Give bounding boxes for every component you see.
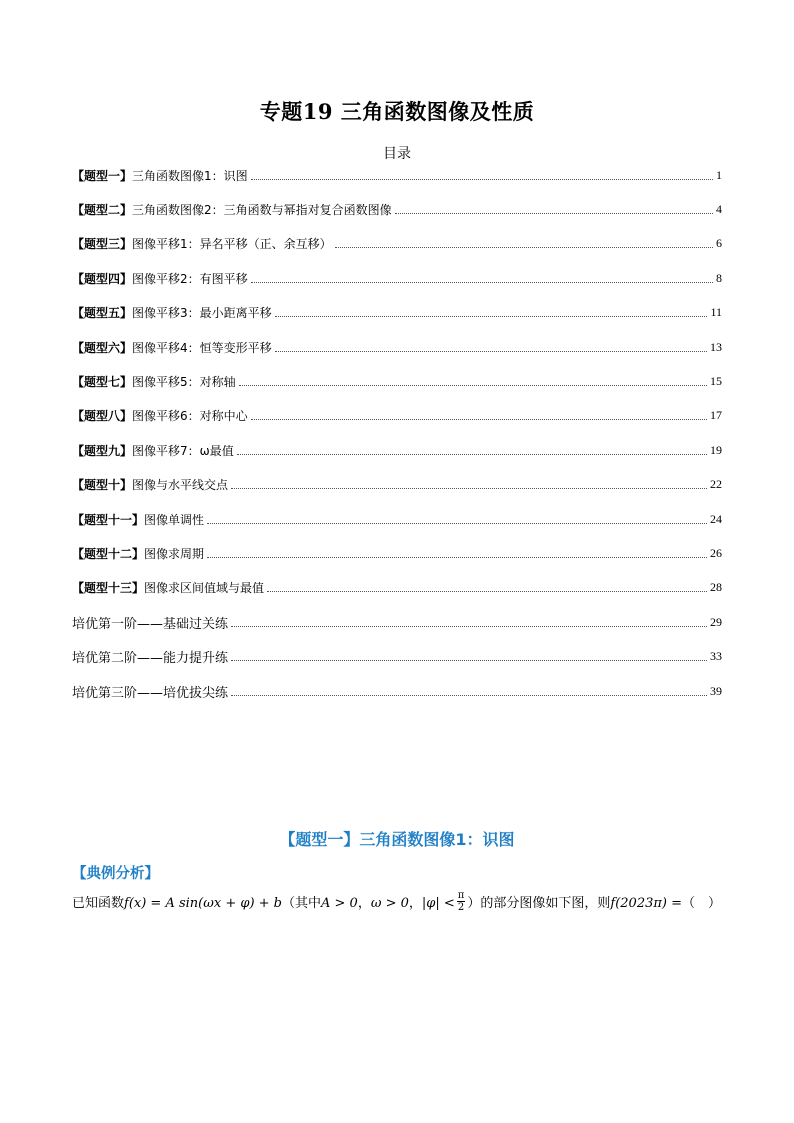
toc-leader-dots xyxy=(231,626,707,627)
toc-page-number: 11 xyxy=(710,305,722,320)
condition-phi: |φ| < xyxy=(421,896,455,911)
toc-page-number: 6 xyxy=(716,236,722,251)
toc-entry-tag: 【题型一】 xyxy=(72,168,133,183)
toc-entry-tag: 【题型十一】 xyxy=(72,512,145,527)
toc-entry-text: 图像平移4：恒等变形平移 xyxy=(132,340,272,355)
answer-blank: （ ） xyxy=(682,896,722,911)
toc-page-number: 22 xyxy=(710,477,722,492)
toc-leader-dots xyxy=(335,247,713,248)
fraction-pi-over-2 xyxy=(457,890,466,913)
toc-page-number: 24 xyxy=(710,511,722,526)
asked-value: f(2023π) = xyxy=(610,896,682,911)
toc-page-number: 1 xyxy=(716,167,722,182)
table-of-contents xyxy=(72,158,722,708)
toc-heading: 目录 xyxy=(383,146,411,162)
toc-entry-3[interactable] xyxy=(72,227,722,261)
toc-entry-5[interactable] xyxy=(72,296,722,330)
condition-open: （其中 xyxy=(282,896,322,911)
question-stem xyxy=(72,890,732,918)
toc-entry-text: 培优第一阶——基础过关练 xyxy=(72,616,229,632)
toc-entry-1[interactable] xyxy=(72,158,722,192)
toc-page-number: 15 xyxy=(710,374,722,389)
toc-page-number: 29 xyxy=(710,614,722,629)
toc-entry-tag: 【题型四】 xyxy=(72,271,133,286)
toc-page-number: 13 xyxy=(710,339,722,354)
toc-entry-tag: 【题型二】 xyxy=(72,203,133,218)
toc-leader-dots xyxy=(395,213,713,214)
condition-close: ）的部分图像如下图，则 xyxy=(467,896,611,911)
toc-entry-11[interactable] xyxy=(72,502,722,536)
toc-leader-dots xyxy=(231,488,707,489)
toc-entry-text: 图像平移1：异名平移（正、余互移） xyxy=(132,237,332,252)
condition-omega: ω > 0 xyxy=(370,896,409,911)
toc-leader-dots xyxy=(251,282,713,283)
toc-entry-tag: 【题型十二】 xyxy=(72,546,145,561)
toc-entry-text: 图像与水平线交点 xyxy=(132,478,229,493)
toc-entry-text: 图像单调性 xyxy=(144,512,205,527)
toc-entry-tag: 【题型八】 xyxy=(72,409,133,424)
question-intro: 已知函数 xyxy=(72,896,125,911)
toc-entry-tag: 【题型九】 xyxy=(72,443,133,458)
toc-page-number: 8 xyxy=(716,270,722,285)
toc-entry-text: 图像平移3：最小距离平移 xyxy=(132,306,272,321)
toc-entry-14[interactable] xyxy=(72,605,722,639)
toc-page-number: 19 xyxy=(710,442,722,457)
toc-entry-tag: 【题型三】 xyxy=(72,237,133,252)
toc-entry-tag: 【题型十三】 xyxy=(72,581,145,596)
separator-comma: ， xyxy=(408,896,422,911)
toc-leader-dots xyxy=(231,660,707,661)
toc-leader-dots xyxy=(207,523,707,524)
toc-page-number: 17 xyxy=(710,408,722,423)
toc-entry-text: 三角函数图像1：识图 xyxy=(132,168,248,183)
toc-entry-9[interactable] xyxy=(72,433,722,467)
fraction-denominator: 2 xyxy=(457,902,465,913)
toc-entry-tag: 【题型七】 xyxy=(72,375,133,390)
toc-leader-dots xyxy=(239,385,707,386)
toc-entry-text: 图像平移5：对称轴 xyxy=(132,375,236,390)
example-label: 【典例分析】 xyxy=(72,866,159,882)
toc-entry-text: 图像求周期 xyxy=(144,546,205,561)
toc-leader-dots xyxy=(207,557,707,558)
toc-page-number: 33 xyxy=(710,649,722,664)
toc-entry-text: 三角函数图像2：三角函数与幂指对复合函数图像 xyxy=(132,203,392,218)
section-title: 【题型一】三角函数图像1：识图 xyxy=(279,830,515,849)
toc-page-number: 26 xyxy=(710,545,722,560)
toc-leader-dots xyxy=(237,454,707,455)
toc-entry-16[interactable] xyxy=(72,674,722,708)
toc-entry-10[interactable] xyxy=(72,468,722,502)
toc-entry-15[interactable] xyxy=(72,639,722,673)
toc-entry-tag: 【题型六】 xyxy=(72,340,133,355)
toc-entry-text: 图像平移2：有图平移 xyxy=(132,271,248,286)
toc-entry-tag: 【题型五】 xyxy=(72,306,133,321)
condition-a: A > 0 xyxy=(321,896,358,911)
toc-leader-dots xyxy=(267,591,707,592)
toc-leader-dots xyxy=(251,419,707,420)
toc-entry-text: 培优第二阶——能力提升练 xyxy=(72,651,229,667)
separator-comma: ， xyxy=(357,896,371,911)
toc-entry-text: 图像平移6：对称中心 xyxy=(132,409,248,424)
toc-entry-text: 培优第三阶——培优拔尖练 xyxy=(72,685,229,701)
toc-leader-dots xyxy=(275,316,708,317)
toc-page-number: 28 xyxy=(710,580,722,595)
fraction-numerator: π xyxy=(457,890,465,901)
toc-entry-8[interactable] xyxy=(72,399,722,433)
toc-entry-6[interactable] xyxy=(72,330,722,364)
toc-leader-dots xyxy=(251,179,713,180)
toc-page-number: 4 xyxy=(716,202,722,217)
toc-entry-4[interactable] xyxy=(72,261,722,295)
function-expression: f(x) = A sin(ωx + φ) + b xyxy=(124,896,282,911)
toc-entry-text: 图像求区间值域与最值 xyxy=(144,581,265,596)
toc-page-number: 39 xyxy=(710,683,722,698)
toc-entry-tag: 【题型十】 xyxy=(72,478,133,493)
toc-entry-13[interactable] xyxy=(72,571,722,605)
document-title: 专题19 三角函数图像及性质 xyxy=(259,99,535,124)
toc-entry-7[interactable] xyxy=(72,364,722,398)
toc-leader-dots xyxy=(275,351,707,352)
toc-entry-2[interactable] xyxy=(72,192,722,226)
toc-entry-12[interactable] xyxy=(72,536,722,570)
toc-leader-dots xyxy=(231,695,707,696)
toc-entry-text: 图像平移7：ω最值 xyxy=(132,443,234,458)
